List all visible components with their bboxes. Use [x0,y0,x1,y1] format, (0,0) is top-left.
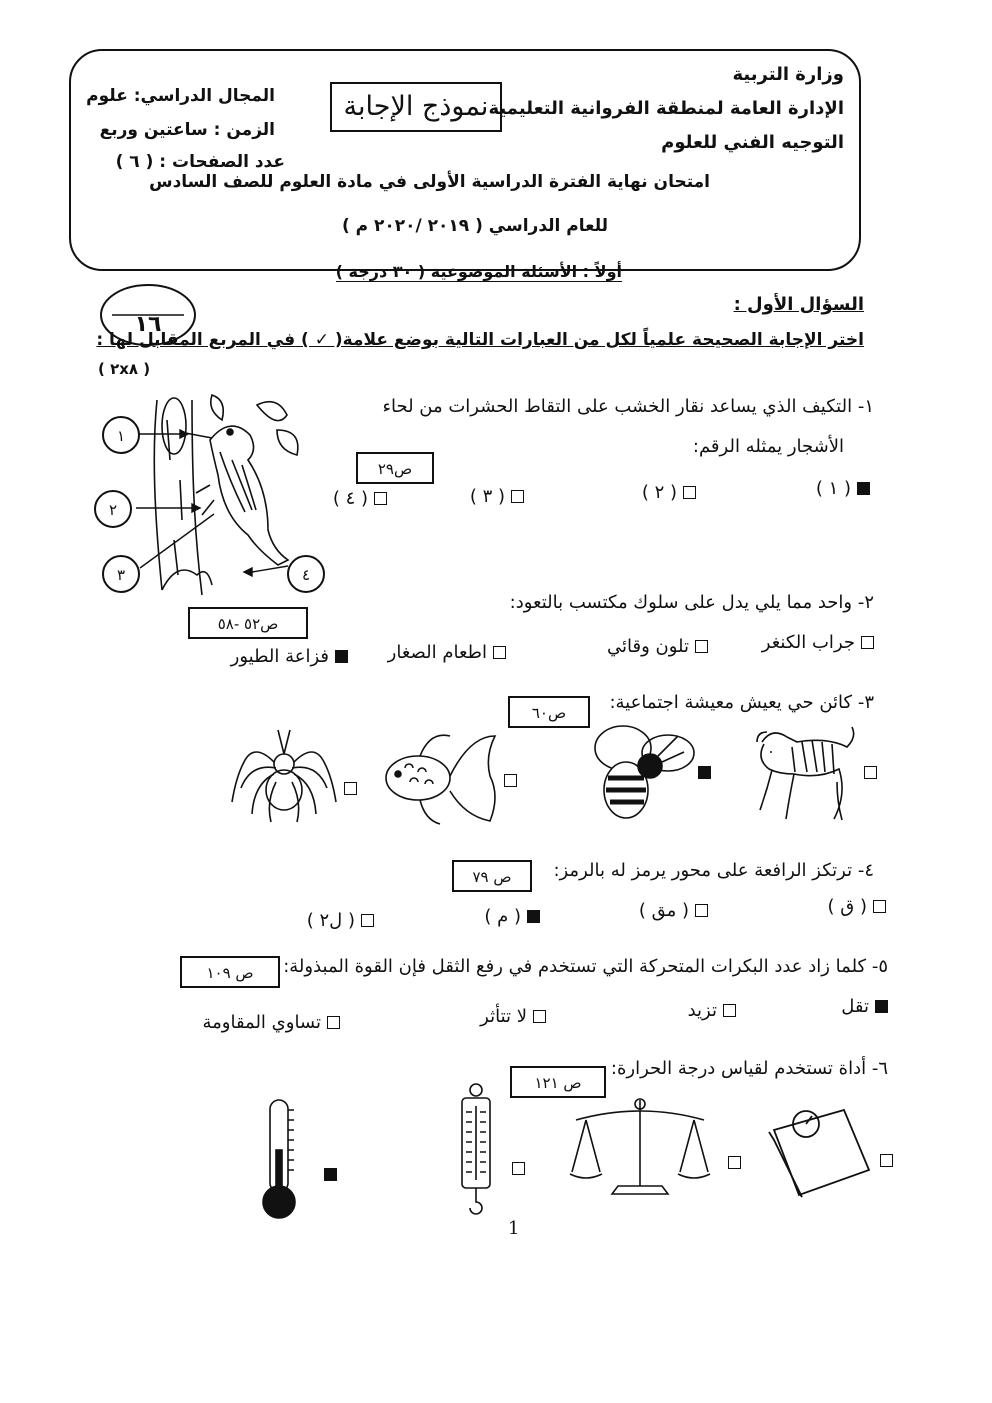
item5-option-3[interactable]: لا تتأثر [480,1006,546,1027]
item2-checkbox-1[interactable] [861,636,874,649]
spider-image [228,722,340,832]
item5-option-1[interactable]: تقل [841,996,888,1017]
item4-checkbox-3[interactable] [527,910,540,923]
bathroom-scale-image [754,1100,876,1200]
item2-option-3[interactable]: اطعام الصغار [388,642,506,663]
guidance-name: التوجيه الفني للعلوم [661,132,844,153]
goldfish-image [380,728,502,828]
item4-option-4[interactable]: ( ل٢ ) [307,910,374,931]
item1-text-line2: الأشجار يمثله الرقم: [692,436,844,457]
item5-text: ٥- كلما زاد عدد البكرات المتحركة التي تستخدم في رفع الثقل فإن القوة المبذولة: [283,956,888,977]
item6-text: ٦- أداة تستخدم لقياس درجة الحرارة: [610,1058,888,1079]
item5-page-ref: ص ١٠٩ [180,956,280,988]
item2-option-4[interactable]: فزاعة الطيور [231,646,348,667]
section-title: أولاً : الأسئلة الموضوعية ( ٣٠ درجة ) [335,262,622,281]
item2-text: ٢- واحد مما يلي يدل على سلوك مكتسب بالتعود: [509,592,874,613]
item1-option-1[interactable]: ( ١ ) [816,478,870,499]
item1-option-2[interactable]: ( ٢ ) [642,482,696,503]
item5-option-4[interactable]: تساوي المقاومة [202,1012,340,1033]
answer-model-box: نموذج الإجابة [330,82,502,132]
woodpecker-label-1: ١ [102,416,140,454]
question-instruction: اختر الإجابة الصحيحة علمياً لكل من العبارات التالية بوضع علامة( ✓ ) في المربع المقابل لها : [96,330,864,350]
exam-title: امتحان نهاية الفترة الدراسية الأولى في مادة العلوم للصف السادس [149,172,710,192]
item2-checkbox-2[interactable] [695,640,708,653]
item6-page-ref: ص ١٢١ [510,1066,606,1098]
question-marks: ( ٢x٨ ) [98,360,151,378]
item5-checkbox-3[interactable] [533,1010,546,1023]
item4-checkbox-2[interactable] [695,904,708,917]
item6-checkbox-scale[interactable] [880,1154,893,1167]
item1-option-3[interactable]: ( ٣ ) [470,486,524,507]
item2-checkbox-3[interactable] [493,646,506,659]
spring-scale-image [448,1082,504,1222]
item3-checkbox-tiger[interactable] [864,766,877,779]
item4-checkbox-4[interactable] [361,914,374,927]
item4-option-2[interactable]: ( مق ) [639,900,708,921]
item1-checkbox-4[interactable] [374,492,387,505]
score-value: ١٦ [134,312,162,337]
item2-checkbox-4[interactable] [335,650,348,663]
item4-page-ref: ص ٧٩ [452,860,532,892]
item4-text: ٤- ترتكز الرافعة على محور يرمز له بالرمز: [553,860,874,881]
bee-image [588,718,700,822]
exam-duration: الزمن : ساعتين وربع [99,120,275,140]
item3-page-ref: ص٦٠ [508,696,590,728]
item1-checkbox-2[interactable] [683,486,696,499]
item4-option-3[interactable]: ( م ) [484,906,540,927]
balance-image [566,1090,714,1202]
item6-checkbox-springscale[interactable] [512,1162,525,1175]
item6-checkbox-thermometer[interactable] [324,1168,337,1181]
item2-page-ref: ص٥٢ -٥٨ [188,607,308,639]
item1-checkbox-1[interactable] [857,482,870,495]
woodpecker-label-3: ٣ [102,555,140,593]
item3-checkbox-spider[interactable] [344,782,357,795]
item4-option-1[interactable]: ( ق ) [828,896,886,917]
item5-checkbox-2[interactable] [723,1004,736,1017]
woodpecker-label-4: ٤ [287,555,325,593]
item5-checkbox-1[interactable] [875,1000,888,1013]
page-number: 1 [508,1218,520,1239]
woodpecker-label-2: ٢ [94,490,132,528]
item3-text: ٣- كائن حي يعيش معيشة اجتماعية: [609,692,874,713]
tiger-image [742,722,860,822]
item5-option-2[interactable]: تزيد [688,1000,736,1021]
item1-option-4[interactable]: ( ٤ ) [333,488,387,509]
question-title: السؤال الأول : [733,294,864,315]
item5-checkbox-4[interactable] [327,1016,340,1029]
item1-checkbox-3[interactable] [511,490,524,503]
directorate-name: الإدارة العامة لمنطقة الفروانية التعليمية [488,98,844,119]
ministry-name: وزارة التربية [732,64,844,85]
item1-text-line1: ١- التكيف الذي يساعد نقار الخشب على التقاط الحشرات من لحاء [382,396,874,417]
subject-field: المجال الدراسي: علوم [86,86,275,106]
thermometer-image [250,1090,306,1226]
item6-checkbox-balance[interactable] [728,1156,741,1169]
pages-count: عدد الصفحات : ( ٦ ) [115,152,285,172]
item3-checkbox-fish[interactable] [504,774,517,787]
item4-checkbox-1[interactable] [873,900,886,913]
item2-option-2[interactable]: تلون وقائي [607,636,708,657]
item1-page-ref: ص٢٩ [356,452,434,484]
academic-year: للعام الدراسي ( ٢٠١٩ /٢٠٢٠ م ) [341,216,609,236]
item2-option-1[interactable]: جراب الكنغر [762,632,874,653]
